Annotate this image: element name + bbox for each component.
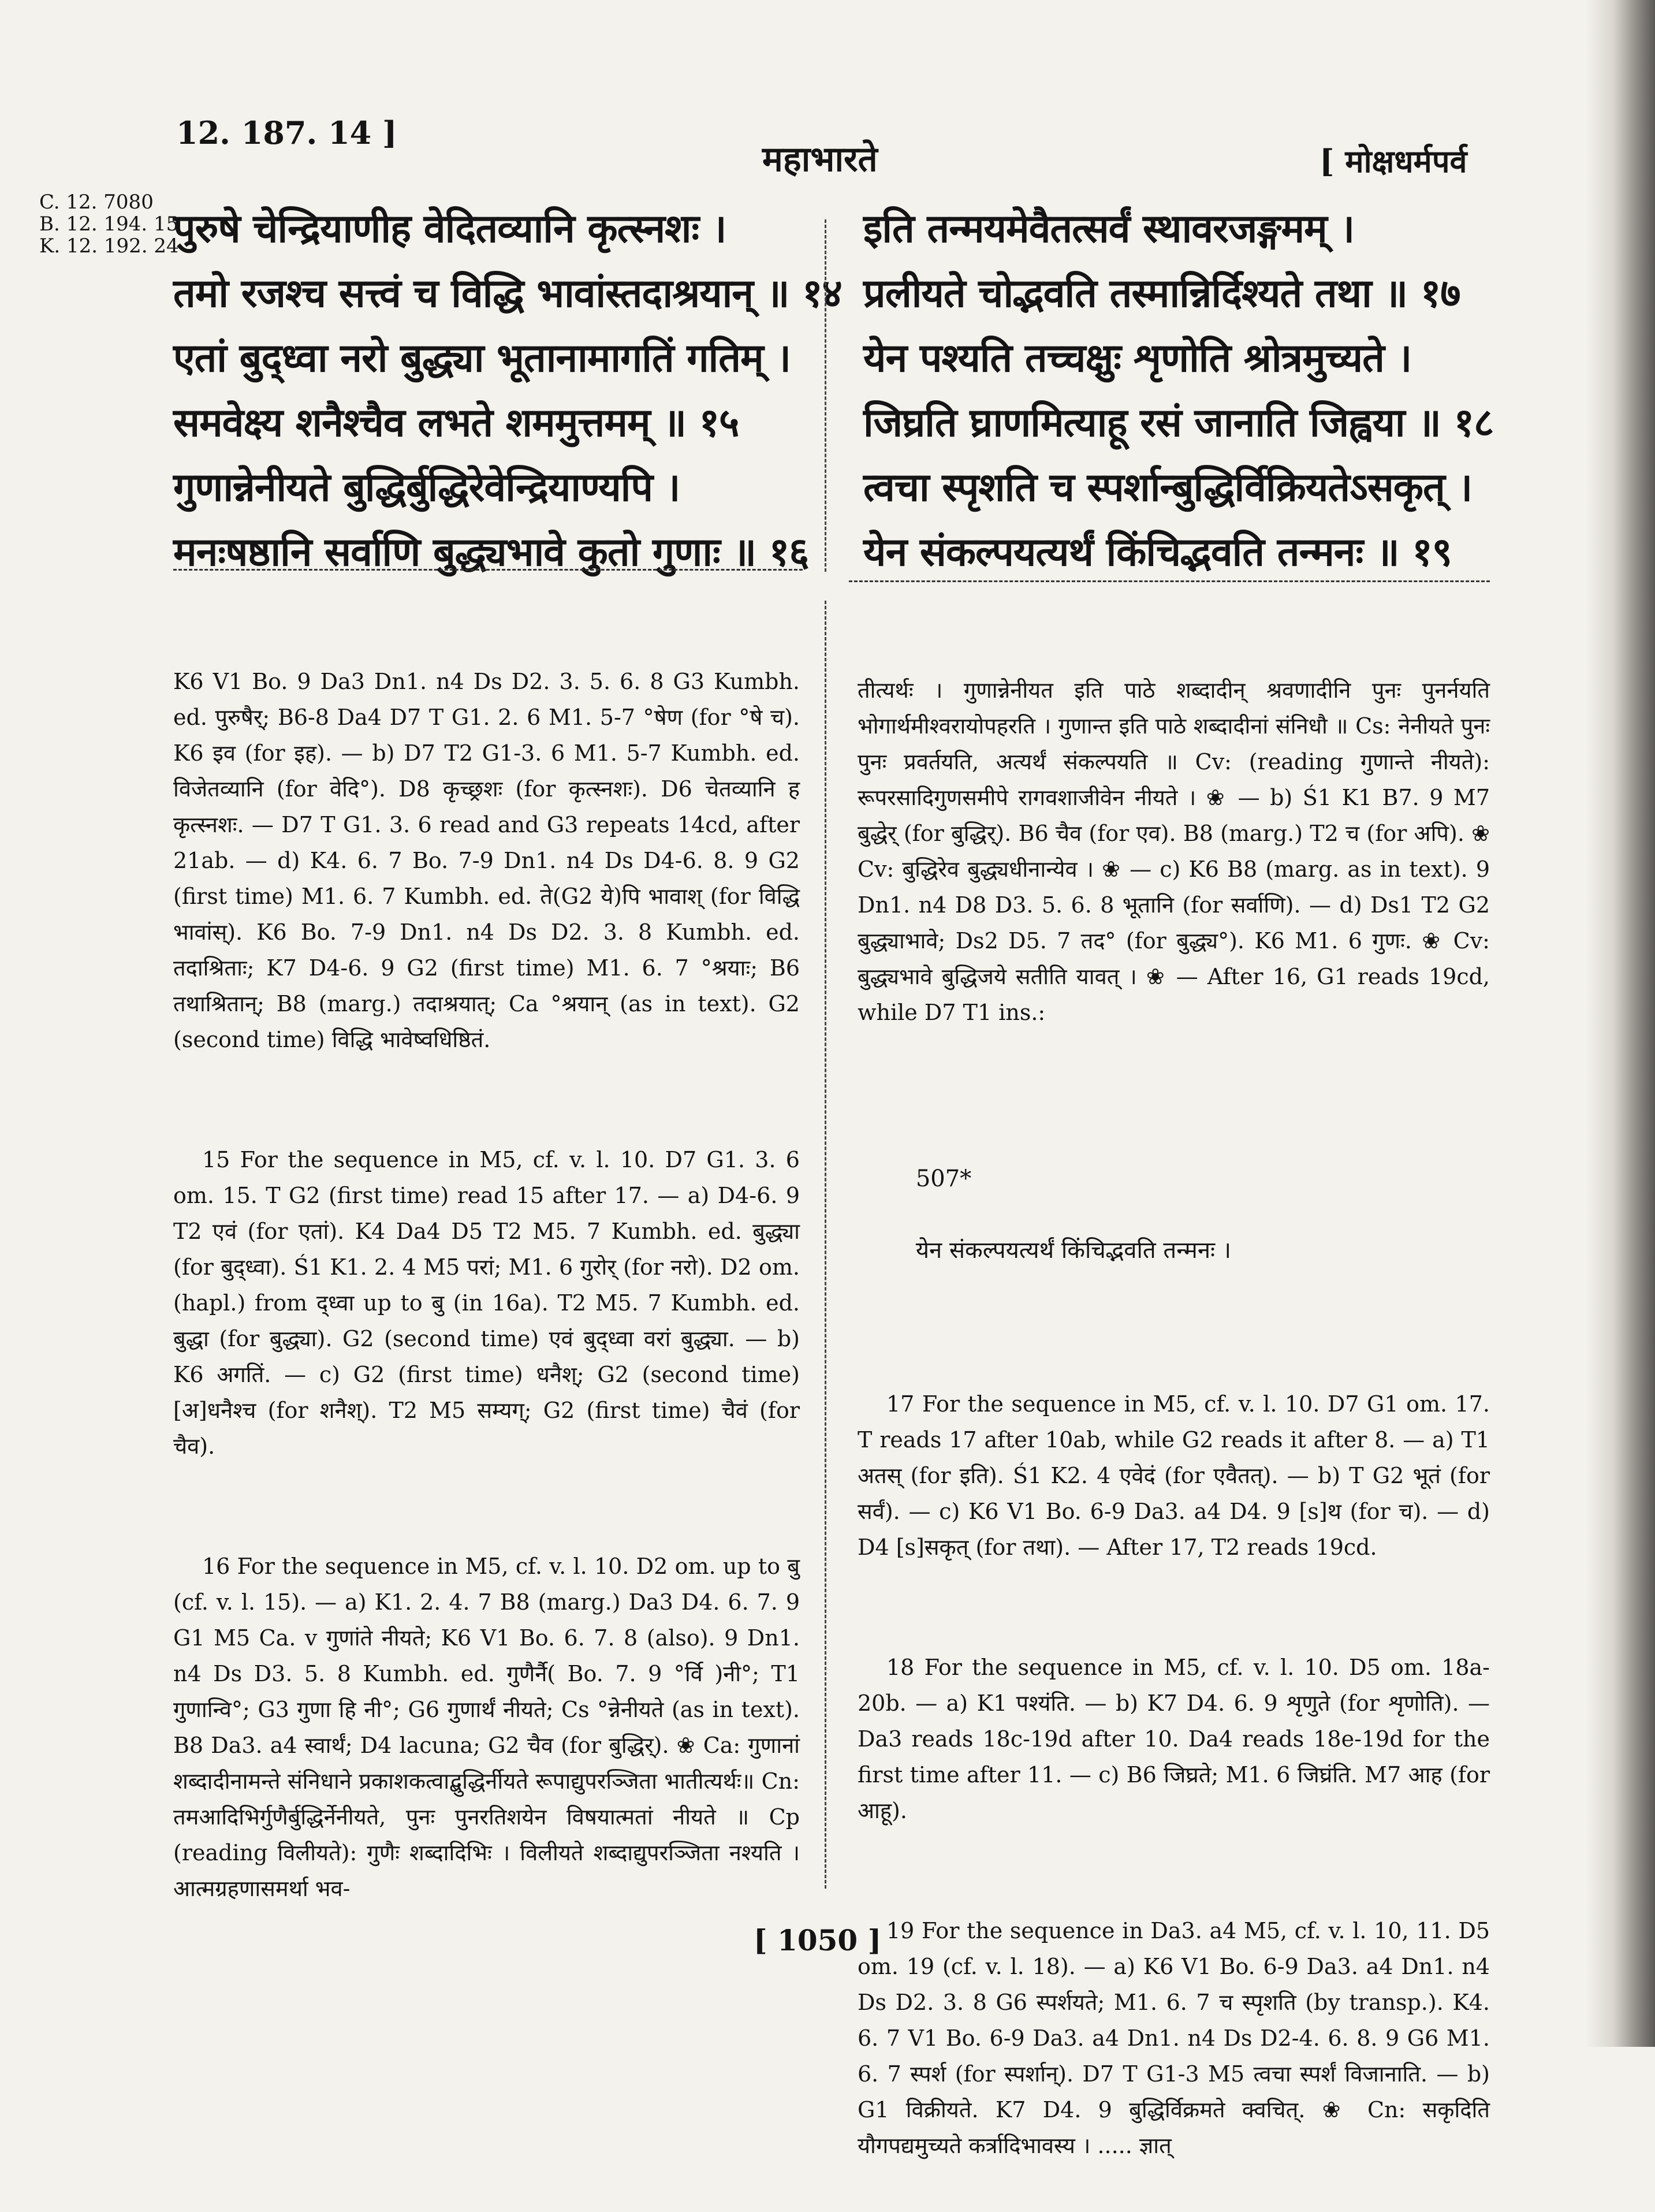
apparatus-left bbox=[173, 592, 807, 1903]
verse-line: इति तन्मयमेवैतत्सर्वं स्थावरजङ्गमम् । bbox=[863, 206, 1355, 252]
verses-left bbox=[173, 196, 842, 584]
verse-line: गुणान्नेनीयते बुद्धिर्बुद्धिरेवेन्द्रियाण्यपि । bbox=[173, 464, 680, 511]
apparatus-note: 17 For the sequence in M5, cf. v. l. 10. D7 G1 om. 17. T reads 17 after 10ab, while G2 reads it after 8. — a) T1 अतस् (for इति). Ś1 K2. 4 एवेदं (for एवैतत्). — b) T G2 भूतं (for सर्वं). — c) K6 V1 Bo. 6-9 Da3. a4 D4. 9 [s]थ (for च). — d) D4 [s]सकृत् (for तथा). — After 17, T2 reads 19cd. bbox=[858, 1391, 1497, 1560]
concordance-ref-k: K. 12. 192. 24 bbox=[39, 234, 179, 258]
page-edge-shadow bbox=[1586, 0, 1655, 2047]
header-verse-ref: 12. 187. 14 ] bbox=[176, 114, 397, 151]
header-section: [ मोक्षधर्मपर्व bbox=[1319, 143, 1467, 180]
verse-line: पुरुषे चेन्द्रियाणीह वेदितव्यानि कृत्स्नशः । bbox=[173, 206, 726, 252]
insertion-number: 507* bbox=[915, 1165, 972, 1192]
verse-rule-left bbox=[173, 569, 803, 571]
apparatus-note: K6 V1 Bo. 9 Da3 Dn1. n4 Ds D2. 3. 5. 6. 8 G3 Kumbh. ed. पुरुषैर्; B6-8 Da4 D7 T G1. 2. 6 M1. 5-7 °षेण (for °षे च). K6 इव (for इह). — b) D7 T2 G1-3. 6 M1. 5-7 Kumbh. ed. विजेतव्यानि (for वेदि°). D8 कृच्छ्रशः (for कृत्स्नशः). D6 चेतव्यानि ह कृत्स्नशः. — D7 T G1. 3. 6 read and G3 repeats 14cd, after 21ab. — d) K4. 6. 7 Bo. 7-9 Dn1. n4 Ds D4-6. 8. 9 G2 (first time) M1. 6. 7 Kumbh. ed. ते(G2 ये)पि भावाश् (for विद्धि भावांस्). K6 Bo. 7-9 Dn1. n4 Ds D2. 3. 8 Kumbh. ed. तदाश्रिताः; K7 D4-6. 9 G2 (first time) M1. 6. 7 °श्रयाः; B6 तथाश्रितान्; B8 (marg.) तदाश्रयात्; Ca °श्रयान् (as in text). G2 (second time) विद्धि भावेष्वधिष्ठितं. bbox=[173, 669, 807, 1052]
verse-line: त्वचा स्पृशति च स्पर्शान्बुद्धिर्विक्रियतेऽसकृत् । bbox=[863, 464, 1473, 511]
apparatus-note: 16 For the sequence in M5, cf. v. l. 10. D2 om. up to बु (cf. v. l. 15). — a) K1. 2. 4. 7 B8 (marg.) Da3 D4. 6. 7. 9 G1 M5 Ca. v गुणांते नीयते; K6 V1 Bo. 6. 7. 8 (also). 9 Dn1. n4 Ds D3. 5. 8 Kumbh. ed. गुणैर्नै( Bo. 7. 9 °र्वि )नी°; T1 गुणान्वि°; G3 गुणा हि नी°; G6 गुणार्थं नीयते; Cs °न्नेनीयते (as in text). B8 Da3. a4 स्वार्थं; D4 lacuna; G2 चैव (for बुद्धिर्). ❀ Ca: गुणानां शब्दादीनामन्ते संनिधाने प्रकाशकत्वाद्बुद्धिर्नीयते रूपाद्युपरञ्जिता भातीत्यर्थः॥ Cn: तमआदिभिर्गुणैर्बुद्धिर्नेनीयते, पुनः पुनरतिशयेन विषयात्मतां नीयते ॥ Cp (reading विलीयते): गुणैः शब्दादिभिः । विलीयते शब्दाद्युपरञ्जिता नश्यति । आत्मग्रहणासमर्था भव- bbox=[173, 1554, 807, 1901]
apparatus-note: तीत्यर्थः । गुणान्नेनीयत इति पाठे शब्दादीन् श्रवणादीनि पुनः पुनर्नयति भोगार्थमीश्वरायोपहरति । गुणान्त इति पाठे शब्दादीनां संनिधौ ॥ Cs: नेनीयते पुनः पुनः प्रवर्तयति, अत्यर्थं संकल्पयति ॥ Cv: (reading गुणान्ते नीयते): रूपरसादिगुणसमीपे रागवशाजीवेन नीयते । ❀ — b) Ś1 K1 B7. 9 M7 बुद्धेर् (for बुद्धिर्). B6 चैव (for एव). B8 (marg.) T2 च (for अपि). ❀ Cv: बुद्धिरेव बुद्ध्यधीनान्येव । ❀ — c) K6 B8 (marg. as in text). 9 Dn1. n4 D8 D3. 5. 6. 8 भूतानि (for सर्वाणि). — d) Ds1 T2 G2 बुद्ध्याभावे; Ds2 D5. 7 तद° (for बुद्ध्य°). K6 M1. 6 गुणः. ❀ Cv: बुद्ध्यभावे बुद्धिजये सतीति यावत् । ❀ — After 16, G1 reads 19cd, while D7 T1 ins.: bbox=[858, 677, 1497, 1025]
column-rule-notes bbox=[825, 601, 826, 1889]
concordance-ref-c: C. 12. 7080 bbox=[39, 191, 154, 214]
concordance-ref-b: B. 12. 194. 15 bbox=[39, 213, 179, 236]
verses-right bbox=[863, 196, 1493, 584]
header-title: महाभारते bbox=[762, 139, 878, 180]
verse-line: येन पश्यति तच्चक्षुः शृणोति श्रोत्रमुच्यते । bbox=[863, 335, 1412, 381]
verse-line: येन संकल्पयत्यर्थं किंचिद्भवति तन्मनः ॥ १९ bbox=[863, 529, 1452, 575]
apparatus-note: 19 For the sequence in Da3. a4 M5, cf. v. l. 10, 11. D5 om. 19 (cf. v. l. 18). — a) K6 V1 Bo. 6-9 Da3. a4 Dn1. n4 Ds D2. 3. 8 G6 स्पर्शयते; M1. 6. 7 च स्पृशति (by transp.). K4. 6. 7 V1 Bo. 6-9 Da3. a4 Dn1. n4 Ds D2-4. 6. 8. 9 G6 M1. 6. 7 स्पर्श (for स्पर्शान्). D7 T G1-3 M5 त्वचा स्पर्शं विजानाति. — b) G1 विक्रीयते. K7 D4. 9 बुद्धिर्विक्रमते क्वचित्. ❀ Cn: सकृदिति यौगपद्यमुच्यते कर्त्रादिभावस्य । ..... ज्ञात् bbox=[858, 1918, 1497, 2158]
insertion-passage bbox=[886, 1125, 1490, 1304]
apparatus-right bbox=[858, 601, 1497, 2158]
verse-line: प्रलीयते चोद्भवति तस्मान्निर्दिश्यते तथा ॥ १७ bbox=[863, 270, 1460, 316]
insertion-text: येन संकल्पयत्यर्थं किंचिद्भवति तन्मनः । bbox=[915, 1237, 1231, 1264]
apparatus-note: 15 For the sequence in M5, cf. v. l. 10. D7 G1. 3. 6 om. 15. T G2 (first time) read 15 after 17. — a) D4-6. 9 T2 एवं (for एतां). K4 Da4 D5 T2 M5. 7 Kumbh. ed. बुद्ध्या (for बुद्ध्वा). Ś1 K1. 2. 4 M5 परां; M1. 6 गुरोर् (for नरो). D2 om. (hapl.) from द्ध्वा up to बु (in 16a). T2 M5. 7 Kumbh. ed. बुद्धा (for बुद्ध्या). G2 (second time) एवं बुद्ध्वा वरां बुद्ध्या. — b) K6 अगतिं. — c) G2 (first time) धनैश्; G2 (second time) [अ]धनैश्च (for शनैश्). T2 M5 सम्यग्; G2 (first time) चैवं (for चैव). bbox=[173, 1147, 807, 1459]
verse-rule-right bbox=[849, 580, 1490, 582]
verse-line: जिघ्रति घ्राणमित्याहू रसं जानाति जिह्वया ॥ १८ bbox=[863, 400, 1494, 446]
apparatus-note: 18 For the sequence in M5, cf. v. l. 10. D5 om. 18a-20b. — a) K1 पश्यंति. — b) K7 D4. 6. 9 शृणुते (for शृणोति). — Da3 reads 18c-19d after 10. Da4 reads 18e-19d for the first time after 11. — c) B6 जिघ्रते; M1. 6 जिघ्रंति. M7 आह (for आहू). bbox=[858, 1655, 1497, 1823]
verse-line: तमो रजश्च सत्त्वं च विद्धि भावांस्तदाश्रयान् ॥ १४ bbox=[173, 270, 842, 316]
verse-line: समवेक्ष्य शनैश्चैव लभते शममुत्तमम् ॥ १५ bbox=[173, 400, 739, 446]
verse-line: एतां बुद्ध्वा नरो बुद्ध्या भूतानामागतिं गतिम् । bbox=[173, 335, 791, 381]
verse-line: मनःषष्ठानि सर्वाणि बुद्ध्यभावे कुतो गुणाः ॥ १६ bbox=[173, 529, 809, 575]
page-number: [ 1050 ] bbox=[754, 1923, 882, 1957]
column-rule-verses bbox=[825, 219, 826, 572]
